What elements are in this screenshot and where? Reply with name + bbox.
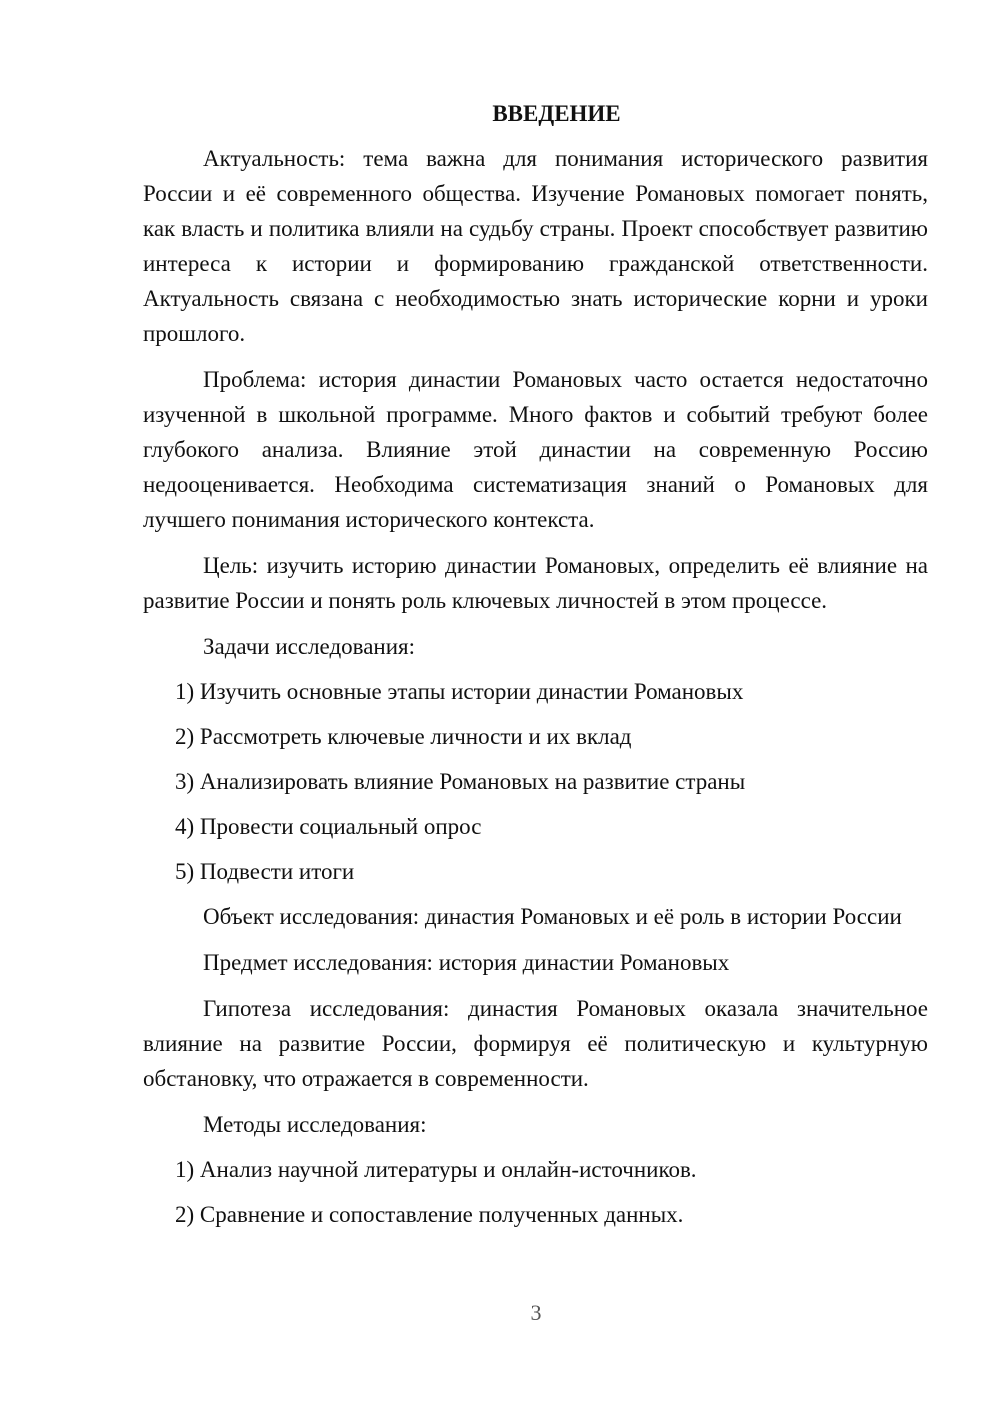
task-item: 4) Провести социальный опрос	[175, 814, 482, 839]
tasks-heading: Задачи исследования:	[203, 634, 416, 659]
goal-paragraph: Цель: изучить историю династии Романовых, определить её влияние на развитие России и понять роль ключевых личностей в этом процессе.	[143, 553, 928, 613]
methods-heading: Методы исследования:	[203, 1112, 427, 1137]
problem-paragraph: Проблема: история династии Романовых часто остается недостаточно изученной в школьной программе. Много фактов и событий требуют более глубокого анализа. Влияние этой династии на современную Россию недооценивается. Необходима систематизация знаний о Романовых для лучшего понимания исторического контекста.	[143, 367, 928, 532]
relevance-paragraph: Актуальность: тема важна для понимания исторического развития России и её современного общества. Изучение Романовых помогает понять, как власть и политика влияли на судьбу страны. Проект способствует развитию интереса к истории и формированию гражданской ответственности. Актуальность связана с необходимостью знать исторические корни и уроки прошлого.	[143, 146, 928, 346]
method-item: 2) Сравнение и сопоставление полученных данных.	[175, 1202, 684, 1227]
task-item: 2) Рассмотреть ключевые личности и их вклад	[175, 724, 632, 749]
task-item: 1) Изучить основные этапы истории династии Романовых	[175, 679, 744, 704]
subject-paragraph: Предмет исследования: история династии Романовых	[203, 950, 730, 975]
page-content	[143, 96, 928, 1242]
hypothesis-paragraph: Гипотеза исследования: династия Романовых оказала значительное влияние на развитие России, формируя её политическую и культурную обстановку, что отражается в современности.	[143, 996, 928, 1091]
object-paragraph: Объект исследования: династия Романовых и её роль в истории России	[203, 904, 902, 929]
method-item: 1) Анализ научной литературы и онлайн-источников.	[175, 1157, 697, 1182]
task-item: 3) Анализировать влияние Романовых на развитие страны	[175, 769, 746, 794]
task-item: 5) Подвести итоги	[175, 859, 355, 884]
section-title: ВВЕДЕНИЕ	[492, 101, 621, 126]
page-number: 3	[530, 1300, 542, 1325]
